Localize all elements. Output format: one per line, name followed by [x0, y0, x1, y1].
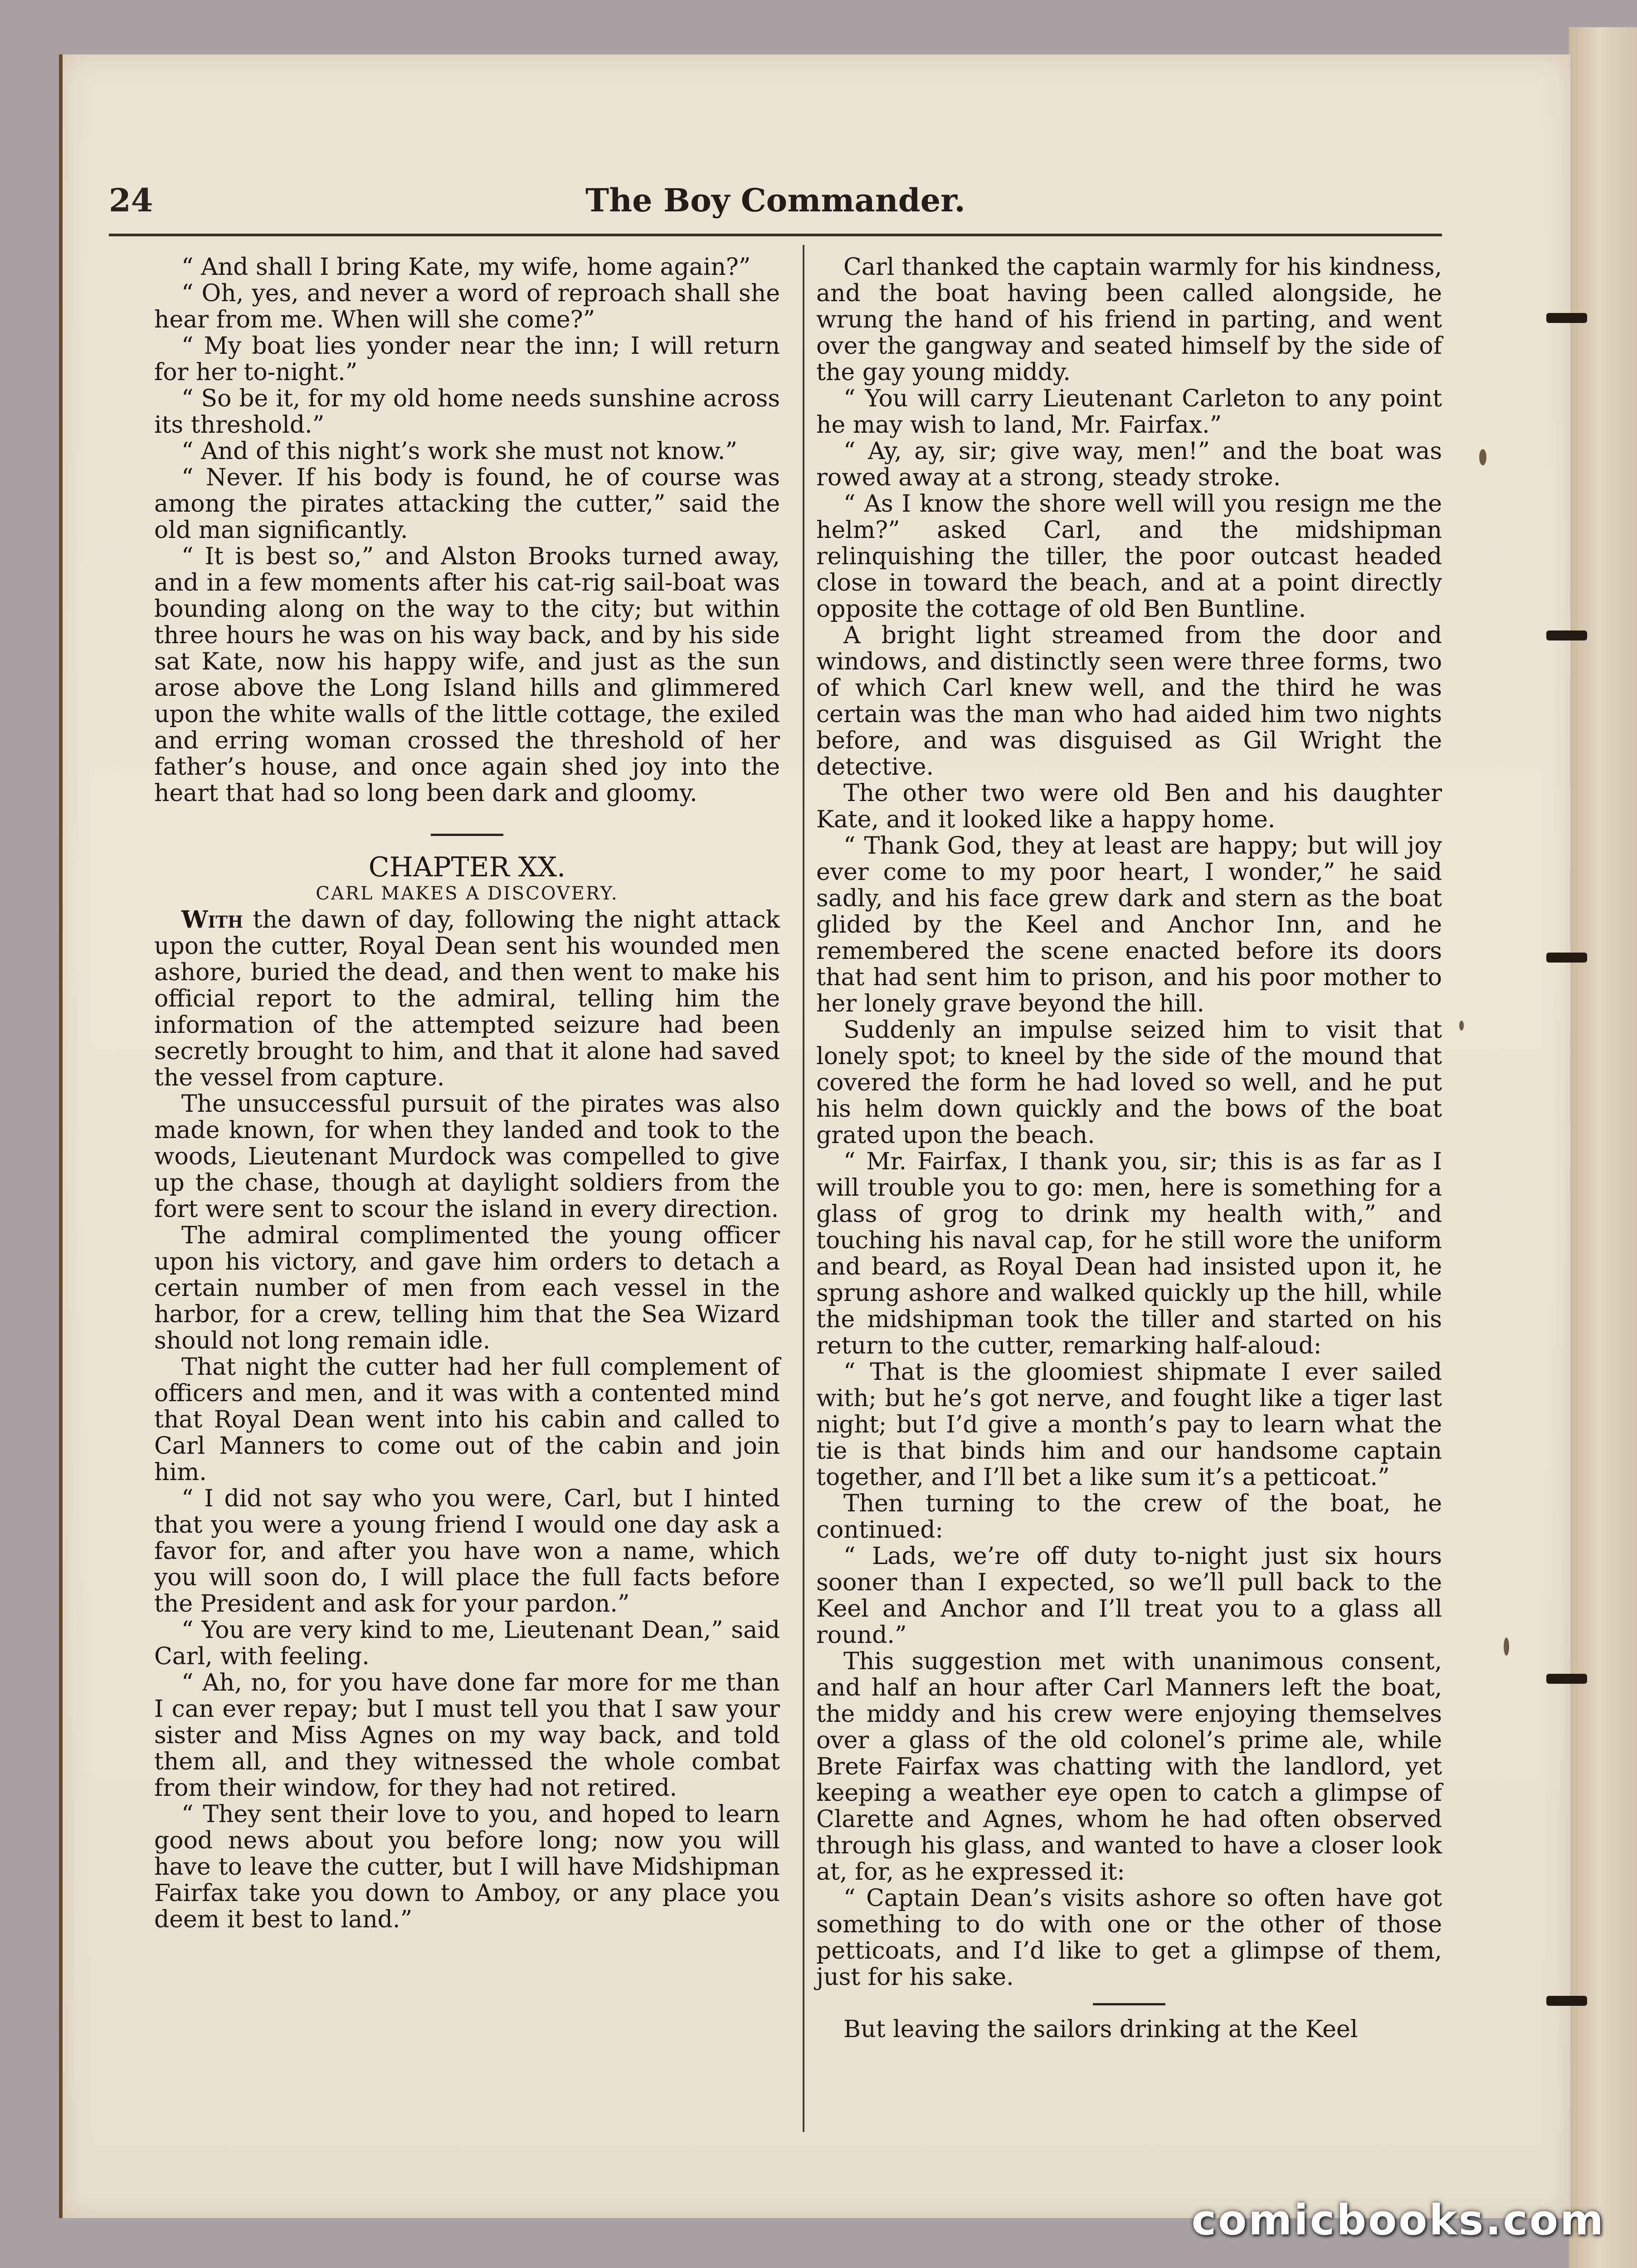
paragraph: “ Thank God, they at least are happy; but will joy ever come to my poor heart, I wonder,” he said sadly, and his face grew dark and stern as the boat glided by the Keel and Anchor Inn, and he remembered the scene enacted before its doors that had sent him to prison, and his poor mother to her lonely grave beyond the hill. — [816, 832, 1442, 1017]
paragraph: “ Oh, yes, and never a word of reproach shall she hear from me. When will she come?” — [154, 280, 780, 333]
binding-staple-mark — [1546, 1996, 1587, 2006]
paper-speck — [1479, 449, 1486, 465]
page-header — [109, 181, 1442, 231]
chapter-rule — [431, 834, 503, 836]
paragraph: The other two were old Ben and his daughter Kate, and it looked like a happy home. — [816, 780, 1442, 833]
paragraph: Then turning to the crew of the boat, he continued: — [816, 1490, 1442, 1544]
paragraph: “ You will carry Lieutenant Carleton to any point he may wish to land, Mr. Fairfax.” — [816, 385, 1442, 439]
paper-speck — [1459, 1021, 1464, 1031]
paragraph: “ And shall I bring Kate, my wife, home again?” — [181, 254, 751, 281]
paragraph: “ Ay, ay, sir; give way, men!” and the boat was rowed away at a strong, steady stroke. — [816, 438, 1442, 491]
adjacent-page-edge — [1569, 27, 1637, 2268]
paragraph: The admiral complimented the young officer upon his victory, and gave him orders to detach a certain number of men from each vessel in the harbor, for a crew, telling him that the Sea Wizard should not long remain idle. — [154, 1222, 780, 1354]
paragraph: “ I did not say who you were, Carl, but I hinted that you were a young friend I would one day ask a favor for, and after you have won a name, which you will soon do, I will place the full facts before the President and ask for your pardon.” — [154, 1485, 780, 1618]
paragraph: “ As I know the shore well will you resign me the helm?” asked Carl, and the midshipman relinquishing the tiller, the poor outcast headed close in toward the beach, and at a point directly opposite the cottage of old Ben Buntline. — [816, 490, 1442, 623]
chapter-title: CHAPTER XX. — [368, 851, 566, 883]
running-title: The Boy Commander. — [585, 181, 965, 219]
paragraph: Suddenly an impulse seized him to visit that lonely spot; to kneel by the side of the mound that covered the form he had loved so well, and he put his helm down quickly and the bows of the boat grated upon the beach. — [816, 1017, 1442, 1149]
paragraph: “ Never. If his body is found, he of course was among the pirates attacking the cutter,” said the old man significantly. — [154, 464, 780, 544]
paragraph: Carl thanked the captain warmly for his kindness, and the boat having been called alongside, he wrung the hand of his friend in parting, and went over the gangway and seated himself by the side of the gay young middy. — [816, 254, 1442, 386]
page-number: 24 — [109, 181, 153, 219]
paragraph: But leaving the sailors drinking at the Keel — [843, 2016, 1358, 2043]
binding-staple-mark — [1546, 631, 1587, 640]
paragraph: “ So be it, for my old home needs sunshine across its threshold.” — [154, 385, 780, 439]
paragraph: “ They sent their love to you, and hoped to learn good news about you before long; now you will have to leave the cutter, but I will have Midshipman Fairfax take you down to Amboy, or any place you deem it best to land.” — [154, 1801, 780, 1933]
paragraph: “ My boat lies yonder near the inn; I will return for her to-night.” — [154, 332, 780, 386]
chapter-subtitle: CARL MAKES A DISCOVERY. — [316, 883, 619, 904]
paragraph: A bright light streamed from the door and windows, and distinctly seen were three forms, two of which Carl knew well, and the third he was certain was the man who had aided him two nights before, and was disguised as Gil Wright the detective. — [816, 622, 1442, 781]
header-rule — [109, 234, 1442, 236]
paragraph: This suggestion met with unanimous consent, and half an hour after Carl Manners left the boat, the middy and his crew were enjoying themselves over a glass of the old colonel’s prime ale, while Brete Fairfax was chatting with the landlord, yet keeping a weather eye open to catch a glimpse of Clarette and Agnes, whom he had often observed through his glass, and wanted to have a closer look at, for, as he expressed it: — [816, 1648, 1442, 1886]
binding-staple-mark — [1546, 953, 1587, 963]
paragraph: That night the cutter had her full complement of officers and men, and it was with a contented mind that Royal Dean went into his cabin and called to Carl Manners to come out of the cabin and join him. — [154, 1354, 780, 1486]
paragraph: “ Mr. Fairfax, I thank you, sir; this is as far as I will trouble you to go: men, here is something for a glass of grog to drink my health with,” and touching his naval cap, for he still wore the uniform and beard, as Royal Dean had insisted upon it, he sprung ashore and walked quickly up the hill, while the midshipman took the tiller and started on his return to the cutter, remarking half-aloud: — [816, 1148, 1442, 1359]
paragraph: The unsuccessful pursuit of the pirates was also made known, for when they landed and took to the woods, Lieutenant Murdock was compelled to give up the chase, though at daylight soldiers from the fort were sent to scour the island in every direction. — [154, 1090, 780, 1223]
opening-word: With — [181, 906, 244, 934]
right-column — [816, 254, 1442, 2043]
section-rule — [1093, 2003, 1165, 2005]
column-divider — [803, 245, 804, 2132]
paragraph: “ It is best so,” and Alston Brooks turned away, and in a few moments after his cat-rig sail-boat was bounding along on the way to the city; but within three hours he was on his way back, and by his side sat Kate, now his happy wife, and just as the sun arose above the Long Island hills and glimmered upon the white walls of the little cottage, the exiled and erring woman crossed the threshold of her father’s house, and once again shed joy into the heart that had so long been dark and gloomy. — [154, 543, 780, 807]
paragraph: “ Captain Dean’s visits ashore so often have got something to do with one or the other of those petticoats, and I’d like to get a glimpse of them, just for his sake. — [816, 1885, 1442, 1991]
chapter-opening-paragraph — [154, 907, 780, 1091]
left-column — [154, 254, 780, 1933]
paper-speck — [1504, 1637, 1509, 1656]
paragraph: “ Lads, we’re off duty to-night just six hours sooner than I expected, so we’ll pull back to the Keel and Anchor and I’ll treat you to a glass all round.” — [816, 1543, 1442, 1649]
watermark: comicbooks.com — [1191, 2196, 1605, 2244]
paragraph: “ You are very kind to me, Lieutenant Dean,” said Carl, with feeling. — [154, 1617, 780, 1670]
paragraph: “ That is the gloomiest shipmate I ever sailed with; but he’s got nerve, and fought like a tiger last night; but I’d give a month’s pay to learn what the tie is that binds him and our handsome captain together, and I’ll bet a like sum it’s a petticoat.” — [816, 1359, 1442, 1491]
paragraph: “ Ah, no, for you have done far more for me than I can ever repay; but I must tell you that I saw your sister and Miss Agnes on my way back, and told them all, and they witnessed the whole combat from their window, for they had not retired. — [154, 1669, 780, 1802]
binding-staple-mark — [1546, 1674, 1587, 1684]
paragraph: “ And of this night’s work she must not know.” — [181, 438, 737, 465]
opening-text: the dawn of day, following the night attack upon the cutter, Royal Dean sent his wounded men ashore, buried the dead, and then went to make his official report to the admiral, telling him the information of the attempted seizure had been secretly brought to him, and that it alone had saved the vessel from capture. — [154, 906, 780, 1091]
binding-staple-mark — [1546, 313, 1587, 323]
